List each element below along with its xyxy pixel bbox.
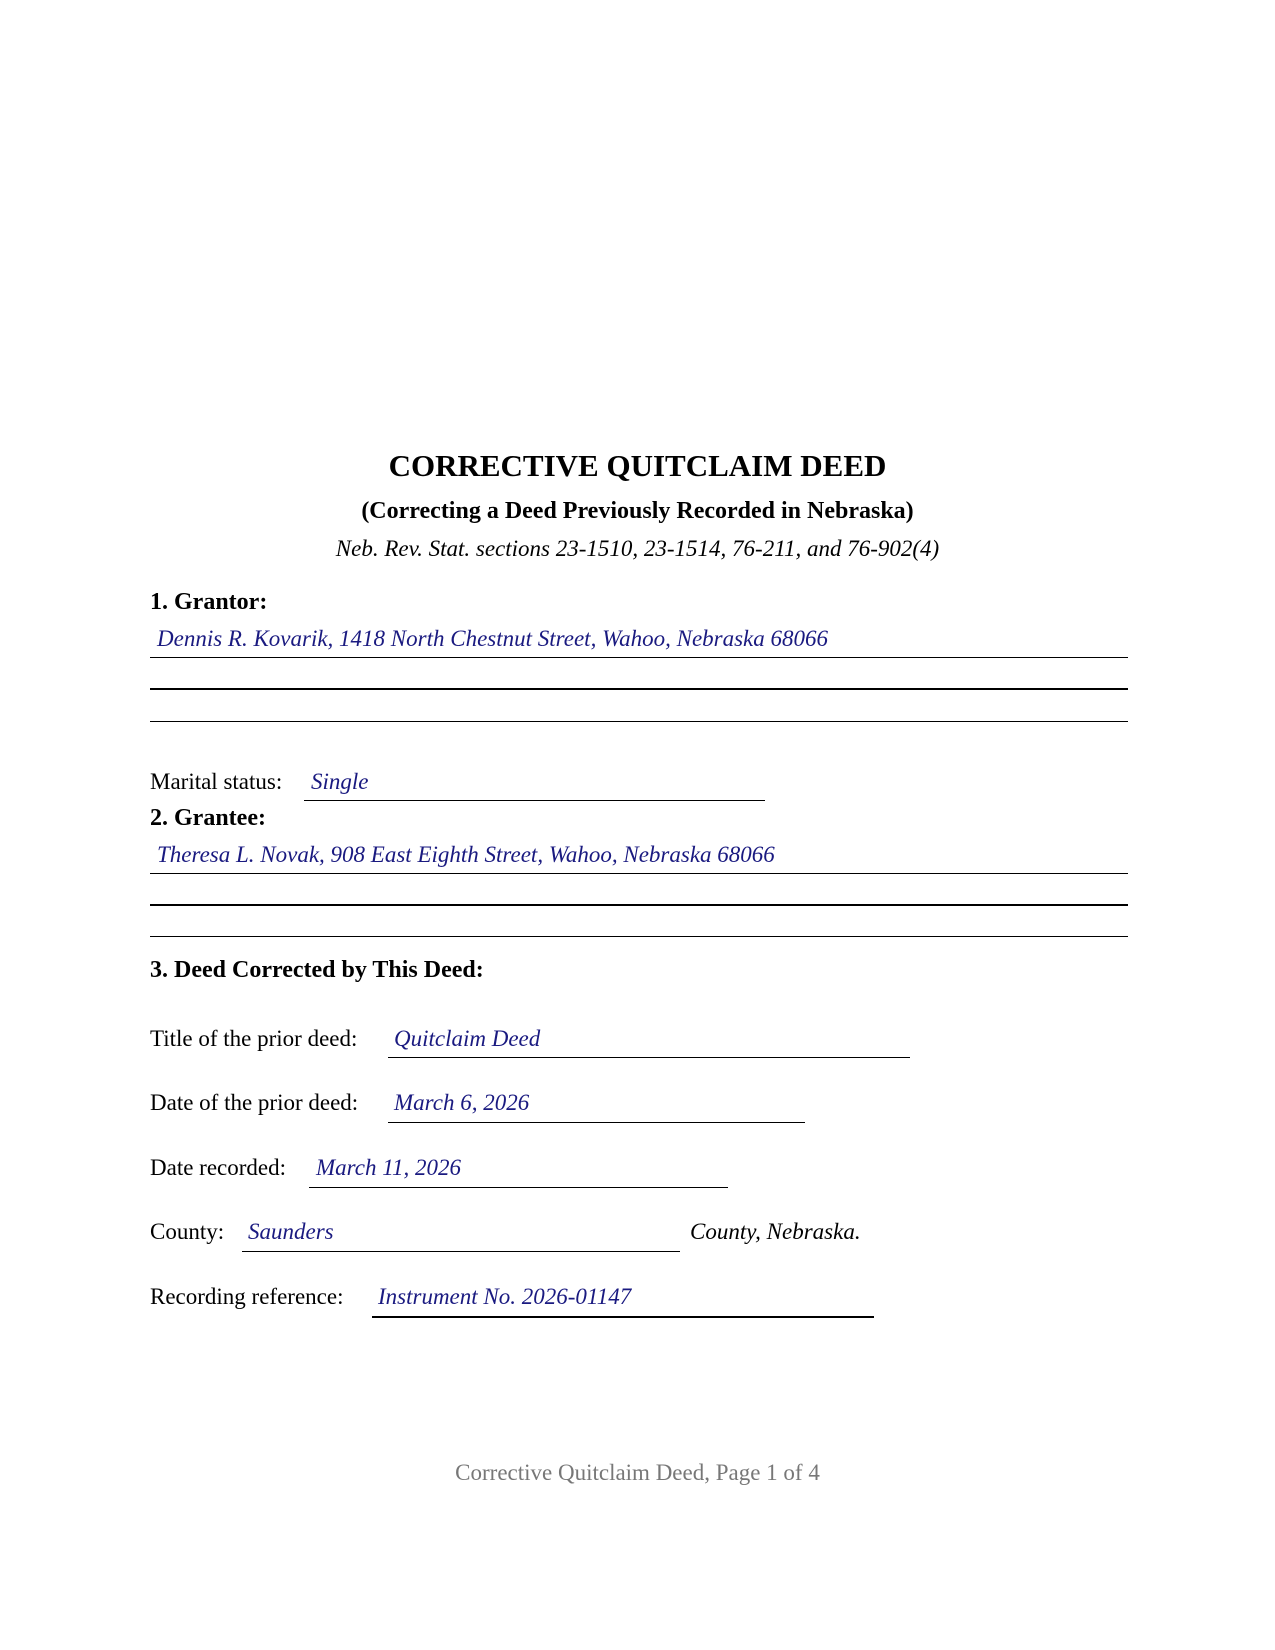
county-label: County:: [150, 1219, 225, 1244]
marital-status-field[interactable]: Single: [311, 769, 369, 794]
grantee-field[interactable]: Theresa L. Novak, 908 East Eighth Street, Wahoo, Nebraska 68066: [157, 842, 775, 867]
prior-date-line: [388, 1122, 805, 1123]
marital-status-line: [304, 800, 765, 801]
grantee-line-1: [150, 873, 1128, 874]
prior-title-line: [388, 1057, 910, 1058]
date-recorded-line: [309, 1187, 728, 1188]
grantor-line-2: [150, 688, 1128, 690]
grantor-line-3: [150, 721, 1128, 722]
grantor-field[interactable]: Dennis R. Kovarik, 1418 North Chestnut Street, Wahoo, Nebraska 68066: [157, 626, 829, 651]
grantee-line-3: [150, 936, 1128, 937]
recording-reference-line: [372, 1316, 874, 1318]
county-field[interactable]: Saunders: [248, 1219, 334, 1244]
marital-status-label: Marital status:: [150, 769, 283, 794]
date-recorded-label: Date recorded:: [150, 1155, 287, 1180]
county-line: [242, 1251, 680, 1252]
prior-title-field[interactable]: Quitclaim Deed: [394, 1026, 541, 1051]
statute-reference: Neb. Rev. Stat. sections 23-1510, 23-1514, 76-211, and 76-902(4): [335, 536, 940, 561]
grantee-heading: 2. Grantee:: [150, 805, 266, 831]
document-title: CORRECTIVE QUITCLAIM DEED: [388, 448, 887, 483]
recording-reference-field[interactable]: Instrument No. 2026-01147: [378, 1284, 632, 1309]
county-suffix: County, Nebraska.: [690, 1219, 861, 1244]
deed-corrected-heading: 3. Deed Corrected by This Deed:: [150, 957, 484, 983]
date-recorded-field[interactable]: March 11, 2026: [316, 1155, 462, 1180]
page-footer: Corrective Quitclaim Deed, Page 1 of 4: [455, 1460, 820, 1485]
grantor-heading: 1. Grantor:: [150, 589, 268, 615]
prior-title-label: Title of the prior deed:: [150, 1026, 358, 1051]
prior-date-field[interactable]: March 6, 2026: [394, 1090, 530, 1115]
grantee-line-2: [150, 904, 1128, 906]
prior-date-label: Date of the prior deed:: [150, 1090, 359, 1115]
document-subtitle: (Correcting a Deed Previously Recorded in Nebraska): [361, 498, 914, 524]
grantor-line-1: [150, 657, 1128, 658]
recording-reference-label: Recording reference:: [150, 1284, 344, 1309]
